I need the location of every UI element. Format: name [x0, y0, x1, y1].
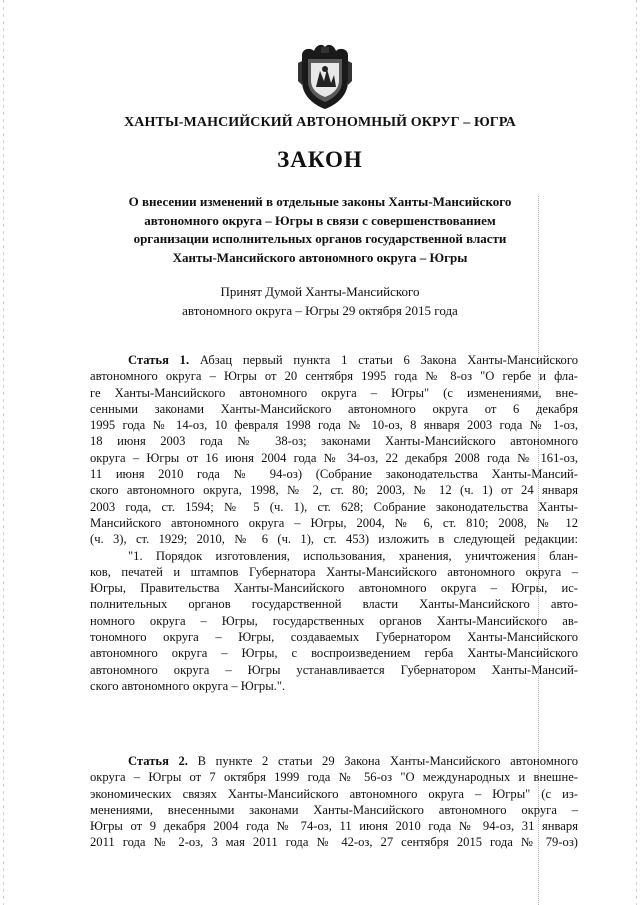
law-title — [96, 193, 544, 267]
adoption-line: Принят Думой Ханты-Мансийского — [220, 284, 420, 299]
law-title-line: Ханты-Мансийского автономного округа – Югры — [172, 249, 468, 265]
article-1-quote-line: автономного округа – Югры, с воспроизведением герба Ханты-Мансийского — [90, 646, 578, 661]
coat-of-arms-icon — [296, 41, 354, 111]
article-2-line: округа – Югры от 7 октября 1999 года № 56-оз "О международных и внешне- — [90, 770, 578, 785]
article-1 — [90, 352, 578, 694]
article-2-first-line — [90, 753, 578, 769]
article-1-line: округа – Югры от 16 июня 2004 года № 34-оз, 22 декабря 2008 года № 161-оз, — [90, 450, 578, 465]
article-1-quote-line: номного округа – Югры, государственных органов Ханты-Мансийского ав- — [90, 613, 578, 628]
article-1-quote-line: полнительных органов государственной власти Ханты-Мансийского авто- — [90, 597, 578, 612]
scan-edge-right — [636, 0, 637, 905]
article-1-quote-line: автономного округа – Югры устанавливается Губернатором Ханты-Мансий- — [90, 662, 578, 677]
law-title-line: организации исполнительных органов государственной власти — [133, 231, 507, 246]
adoption-statement — [120, 283, 520, 320]
article-2 — [90, 753, 578, 851]
article-2-line: Югры от 9 декабря 2004 года № 74-оз, 11 июня 2010 года № 94-оз, 31 января — [90, 819, 578, 834]
article-1-line: Мансийского автономного округа – Югры, 2004, № 6, ст. 810; 2008, № 12 — [90, 515, 578, 530]
article-1-line: автономного округа – Югры от 20 сентября 1995 года № 8-оз "О гербе и фла- — [90, 369, 578, 384]
article-1-quote-line: ского автономного округа – Югры.". — [90, 678, 286, 693]
region-name-heading: ХАНТЫ-МАНСИЙСКИЙ АВТОНОМНЫЙ ОКРУГ – ЮГРА — [124, 115, 516, 130]
article-1-line: 18 июня 2003 года № 38-оз; законами Ханты-Мансийского автономного — [90, 434, 578, 449]
article-2-line: 2011 года № 2-оз, 3 мая 2011 года № 42-оз, 27 сентября 2015 года № 79-оз) — [90, 835, 578, 850]
article-1-first-line — [90, 352, 578, 368]
article-1-line: (ч. 3), ст. 1929; 2010, № 6 (ч. 1), ст. 453) изложить в следующей редакции: — [90, 532, 578, 547]
law-title-line: автономного округа – Югры в связи с совершенствованием — [144, 212, 496, 228]
article-1-line: 1995 года № 14-оз, 10 февраля 1998 года № 10-оз, 8 января 2003 года № 1-оз, — [90, 418, 578, 433]
article-1-quote-line: Югры, Правительства Ханты-Мансийского автономного округа – Югры, ис- — [90, 581, 578, 596]
article-2-line: менениями, внесенными законами Ханты-Мансийского автономного округа – — [90, 802, 578, 817]
article-1-line: 11 июня 2010 года № 94-оз) (Собрание законодательства Ханты-Мансий- — [90, 467, 578, 482]
article-1-quote-line: тономного округа – Югры, создаваемых Губернатором Ханты-Мансийского — [90, 630, 578, 645]
article-1-label: Статья 1. — [128, 353, 190, 367]
article-1-line: ского автономного округа, 1998, № 2, ст. 80; 2003, № 12 (ч. 1) от 24 января — [90, 483, 578, 498]
scan-edge-left — [3, 0, 4, 905]
article-1-line: 2003 года, ст. 1594; № 5 (ч. 1), ст. 628; Собрание законодательства Ханты- — [90, 499, 578, 514]
article-1-quote-line: ков, печатей и штампов Губернатора Ханты-Мансийского автономного округа – — [90, 564, 578, 579]
article-1-first-line-text: Абзац первый пункта 1 статьи 6 Закона Ханты-Мансийского — [189, 353, 578, 367]
article-1-line: сенными законами Ханты-Мансийского автономного округа от 6 декабря — [90, 401, 578, 416]
adoption-line: автономного округа – Югры 29 октября 2015 года — [182, 302, 458, 318]
document-type-heading: ЗАКОН — [277, 147, 363, 172]
article-2-line: экономических связях Ханты-Мансийского автономного округа – Югры" (с из- — [90, 786, 578, 801]
article-1-quote-line: "1. Порядок изготовления, использования, хранения, уничтожения блан- — [128, 548, 578, 563]
article-2-first-line-text: В пункте 2 статьи 29 Закона Ханты-Мансийского автономного — [187, 754, 578, 768]
article-1-line: ге Ханты-Мансийского автономного округа – Югры" (с изменениями, вне- — [90, 385, 578, 400]
law-title-line: О внесении изменений в отдельные законы Ханты-Мансийского — [128, 194, 512, 209]
article-2-label: Статья 2. — [128, 754, 188, 768]
